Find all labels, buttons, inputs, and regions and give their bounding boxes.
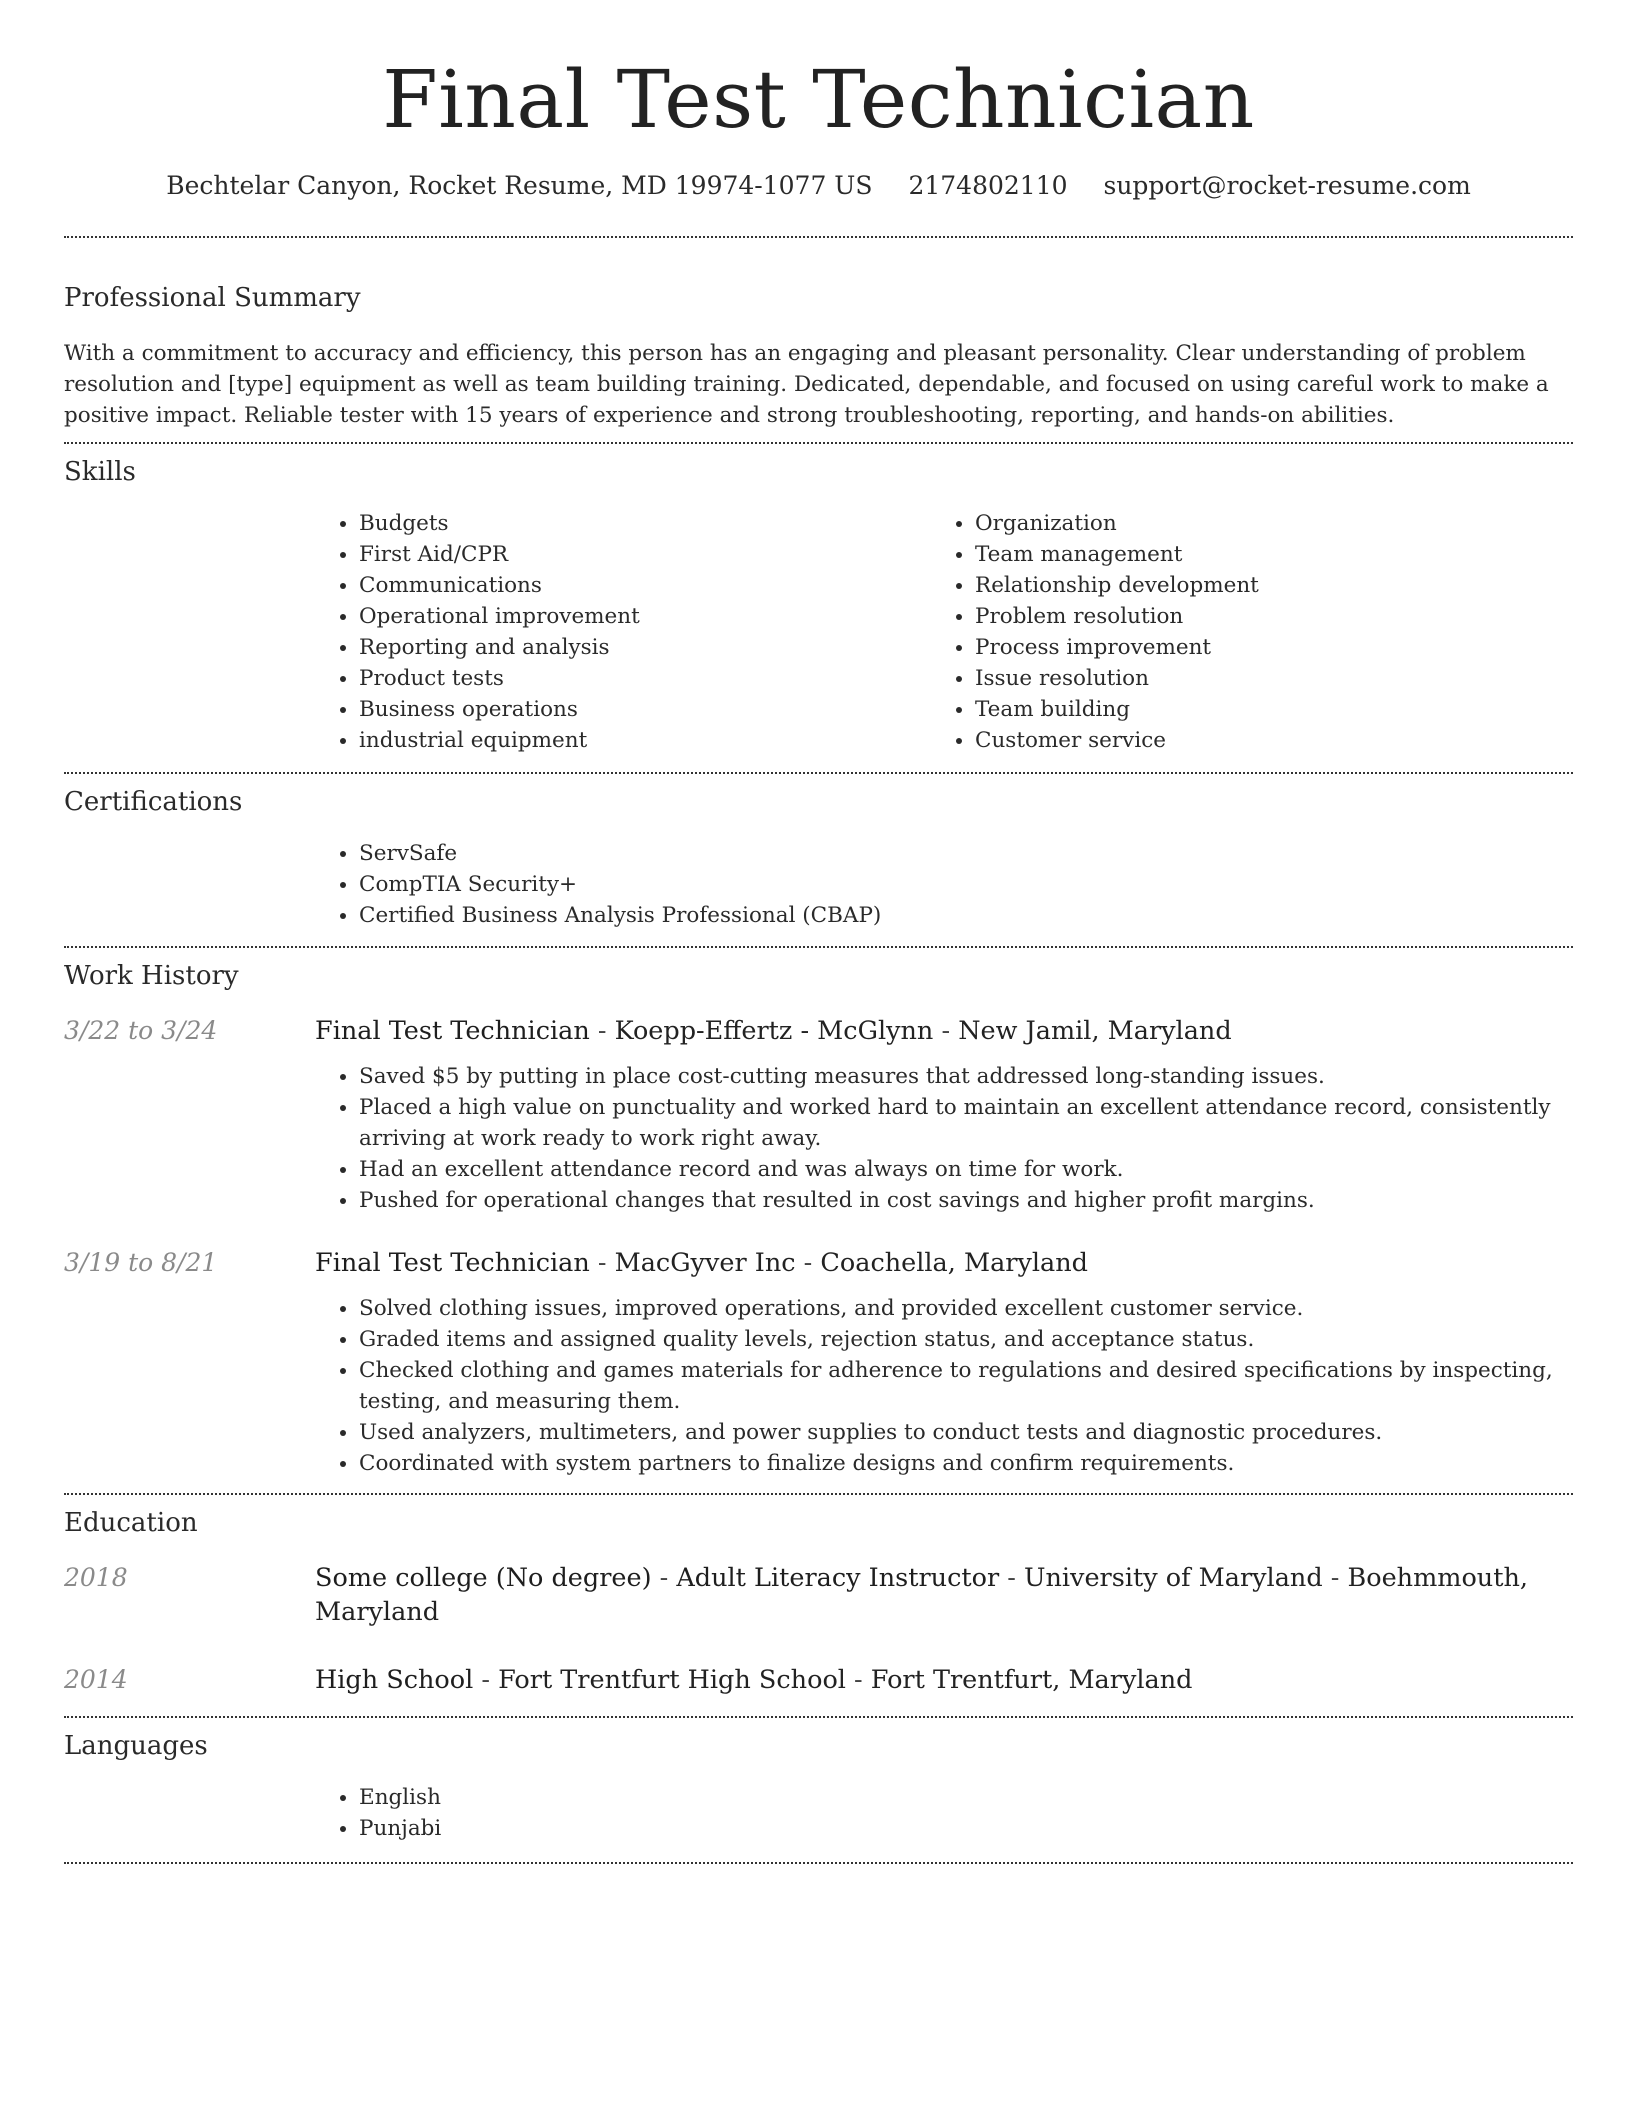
job-heading (315, 1014, 1232, 1048)
resume-name: Final Test Technician (382, 53, 1255, 146)
section-title: Skills (64, 457, 136, 487)
education-heading (315, 1663, 1192, 1697)
job-entry (64, 1246, 1573, 1280)
skills-column-right (931, 508, 1547, 756)
separator: - (589, 1248, 615, 1278)
separator: - (589, 1016, 615, 1046)
education-heading (315, 1561, 1573, 1629)
job-dates: 3/19 to 8/21 (64, 1248, 218, 1277)
contact-phone: 2174802110 (908, 171, 1068, 200)
education-entry (64, 1663, 1573, 1697)
job-dates: 3/22 to 3/24 (64, 1016, 218, 1045)
skill-item: • Team building (975, 694, 1547, 725)
skills-columns (315, 508, 1573, 756)
education-year: 2018 (64, 1563, 128, 1592)
job-bullet: • Used analyzers, multimeters, and power supplies to conduct tests and diagnostic procedures. (359, 1417, 1573, 1448)
section-title: Professional Summary (64, 283, 361, 313)
job-bullet: • Solved clothing issues, improved operations, and provided excellent customer service. (359, 1293, 1573, 1324)
divider (64, 1716, 1573, 1718)
education-school: University of Maryland (1023, 1563, 1323, 1593)
skill-item: • Issue resolution (975, 663, 1547, 694)
skill-item: • Organization (975, 508, 1547, 539)
separator: - (651, 1563, 677, 1593)
separator: - (999, 1563, 1024, 1593)
skill-item: • Communications (359, 570, 931, 601)
section-title: Education (64, 1508, 198, 1538)
skills-section (64, 455, 1573, 756)
language-item: • Punjabi (359, 1813, 1573, 1844)
education-location: Boehmmouth, Maryland (315, 1563, 1529, 1627)
language-item: • English (359, 1782, 1573, 1813)
education-entry (64, 1561, 1573, 1629)
skills-column-left (315, 508, 931, 756)
job-bullet: • Saved $5 by putting in place cost-cutting measures that addressed long-standing issues. (359, 1061, 1573, 1092)
education-year: 2014 (64, 1665, 128, 1694)
job-bullet: • Coordinated with system partners to finalize designs and confirm requirements. (359, 1448, 1573, 1479)
separator: - (795, 1248, 821, 1278)
job-location: New Jamil, Maryland (958, 1016, 1232, 1046)
separator: - (1322, 1563, 1348, 1593)
job-heading (315, 1246, 1088, 1280)
education-location: Fort Trentfurt, Maryland (870, 1665, 1193, 1695)
job-location: Coachella, Maryland (820, 1248, 1088, 1278)
skill-item: • Customer service (975, 725, 1547, 756)
section-title: Languages (64, 1731, 208, 1761)
skill-item: • Budgets (359, 508, 931, 539)
skill-item: • Product tests (359, 663, 931, 694)
section-title: Work History (64, 961, 239, 991)
contact-line (64, 170, 1573, 202)
languages-section (64, 1729, 1573, 1844)
summary-text: With a commitment to accuracy and efficiency, this person has an engaging and pleasant personality. Clear understanding of problem resolution and [type] equipment as well as team building training. Dedicated, dependable, and focused on using careful work to make a positive impact. Reliable tester with 15 years of experience and strong troubleshooting, reporting, and hands-on abilities. (64, 341, 1549, 428)
divider (64, 442, 1573, 444)
skill-item: • First Aid/CPR (359, 539, 931, 570)
divider (64, 1493, 1573, 1495)
job-bullet: • Pushed for operational changes that resulted in cost savings and higher profit margins. (359, 1185, 1573, 1216)
skill-item: • Process improvement (975, 632, 1547, 663)
job-company: MacGyver Inc (614, 1248, 796, 1278)
separator: - (473, 1665, 499, 1695)
divider (64, 946, 1573, 948)
job-position: Final Test Technician (315, 1248, 590, 1278)
education-school: Fort Trentfurt High School (498, 1665, 846, 1695)
job-bullet: • Checked clothing and games materials for adherence to regulations and desired specifications by inspecting, testing, and measuring them. (359, 1355, 1573, 1417)
skill-item: • industrial equipment (359, 725, 931, 756)
skill-item: • Problem resolution (975, 601, 1547, 632)
job-position: Final Test Technician (315, 1016, 590, 1046)
work-history-section (64, 959, 1573, 1479)
contact-email: support@rocket-resume.com (1103, 171, 1471, 200)
separator: - (845, 1665, 871, 1695)
skill-item: • Team management (975, 539, 1547, 570)
skill-item: • Reporting and analysis (359, 632, 931, 663)
certification-item: • Certified Business Analysis Professional (CBAP) (359, 900, 1573, 931)
job-bullet: • Graded items and assigned quality levels, rejection status, and acceptance status. (359, 1324, 1573, 1355)
resume-page (64, 0, 1573, 1864)
education-degree: High School (315, 1665, 474, 1695)
contact-address: Bechtelar Canyon, Rocket Resume, MD 19974-1077 US (166, 171, 873, 200)
education-degree: Some college (No degree) (315, 1563, 652, 1593)
certifications-section (64, 785, 1573, 931)
skill-item: • Relationship development (975, 570, 1547, 601)
separator: - (933, 1016, 959, 1046)
certification-item: • CompTIA Security+ (359, 869, 1573, 900)
divider (64, 1862, 1573, 1864)
section-title: Certifications (64, 787, 243, 817)
job-bullet: • Had an excellent attendance record and was always on time for work. (359, 1154, 1573, 1185)
job-entry (64, 1014, 1573, 1048)
skill-item: • Business operations (359, 694, 931, 725)
divider (64, 236, 1573, 238)
certification-item: • ServSafe (359, 838, 1573, 869)
education-section (64, 1506, 1573, 1697)
job-bullet: • Placed a high value on punctuality and worked hard to maintain an excellent attendance record, consistently arriving at work ready to work right away. (359, 1092, 1573, 1154)
divider (64, 772, 1573, 774)
skill-item: • Operational improvement (359, 601, 931, 632)
job-company: Koepp-Effertz - McGlynn (614, 1016, 934, 1046)
summary-section (64, 281, 1573, 431)
education-field: Adult Literacy Instructor (676, 1563, 1000, 1593)
